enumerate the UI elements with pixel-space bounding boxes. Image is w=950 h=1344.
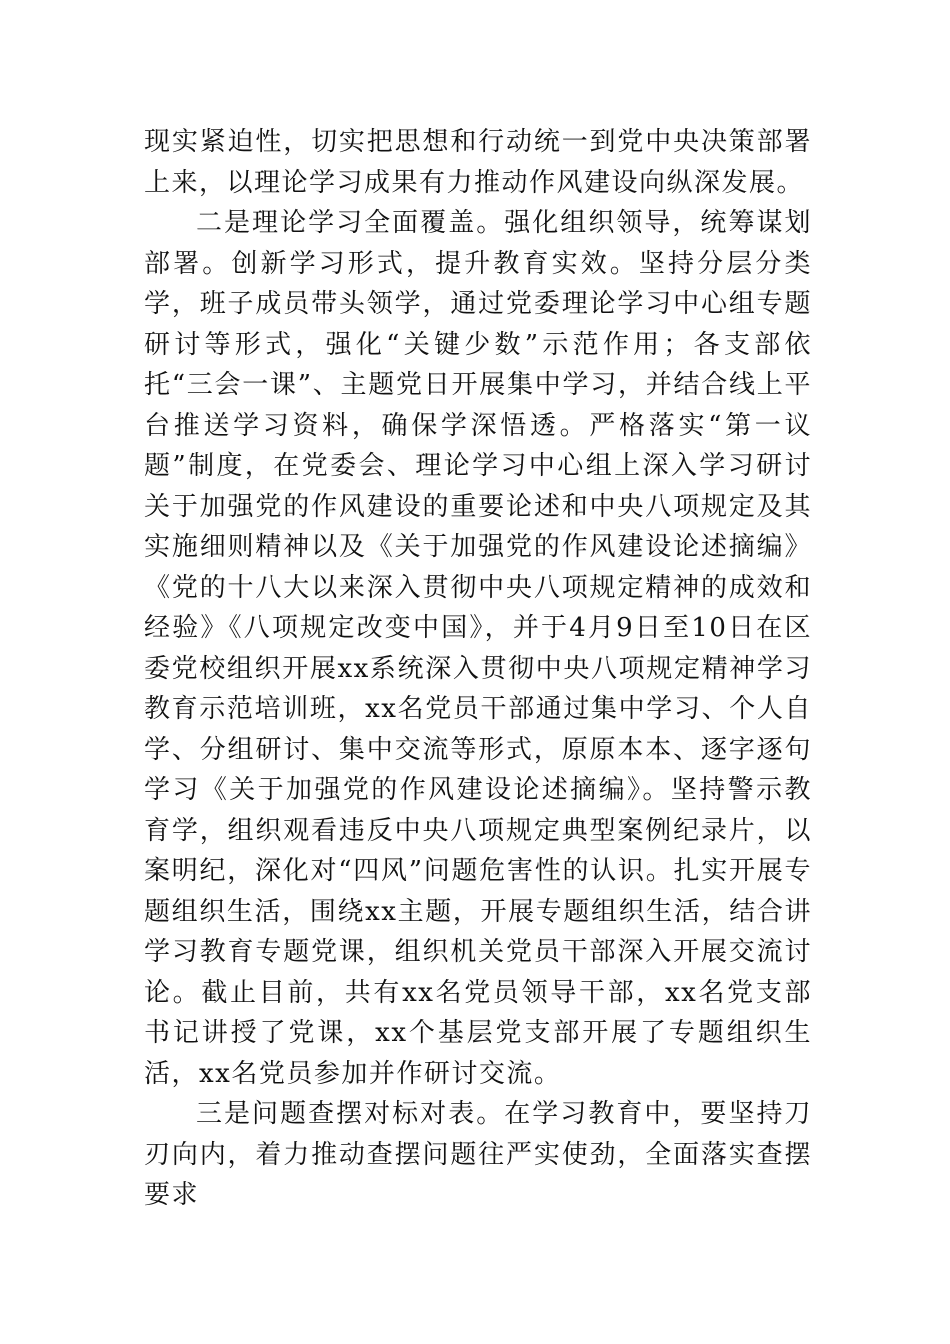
- document-body: [144, 122, 812, 1216]
- paragraph-2: 二是理论学习全面覆盖。强化组织领导，统筹谋划部署。创新学习形式，提升教育实效。坚持分层分类学，班子成员带头领学，通过党委理论学习中心组专题研讨等形式，强化“关键少数”示范作用；各支部依托“三会一课”、主题党日开展集中学习，并结合线上平台推送学习资料，确保学深悟透。严格落实“第一议题”制度，在党委会、理论学习中心组上深入学习研讨关于加强党的作风建设的重要论述和中央八项规定及其实施细则精神以及《关于加强党的作风建设论述摘编》《党的十八大以来深入贯彻中央八项规定精神的成效和经验》《八项规定改变中国》，并于4月9日至10日在区委党校组织开展xx系统深入贯彻中央八项规定精神学习教育示范培训班，xx名党员干部通过集中学习、个人自学、分组研讨、集中交流等形式，原原本本、逐字逐句学习《关于加强党的作风建设论述摘编》。坚持警示教育学，组织观看违反中央八项规定典型案例纪录片，以案明纪，深化对“四风”问题危害性的认识。扎实开展专题组织生活，围绕xx主题，开展专题组织生活，结合讲学习教育专题党课，组织机关党员干部深入开展交流讨论。截止目前，共有xx名党员领导干部，xx名党支部书记讲授了党课，xx个基层党支部开展了专题组织生活，xx名党员参加并作研讨交流。: [144, 208, 812, 1089]
- paragraph-1: 现实紧迫性，切实把思想和行动统一到党中央决策部署上来，以理论学习成果有力推动作风建设向纵深发展。: [144, 127, 812, 198]
- paragraph-3: 三是问题查摆对标对表。在学习教育中，要坚持刀刃向内，着力推动查摆问题往严实使劲，全面落实查摆要求: [144, 1099, 812, 1210]
